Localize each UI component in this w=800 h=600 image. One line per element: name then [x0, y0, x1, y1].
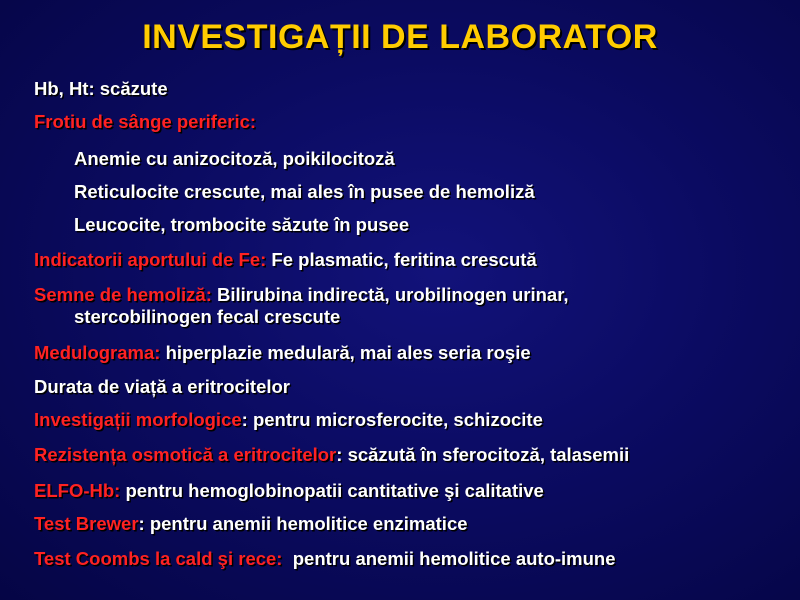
rezistenta-text: : scăzută în sferocitoză, talasemii — [336, 444, 630, 465]
line-elfo — [34, 480, 774, 502]
medulograma-label: Medulograma: — [34, 342, 161, 363]
line-fe — [34, 249, 774, 271]
line-coombs — [34, 548, 774, 570]
line-hemoliza — [34, 284, 774, 328]
hemoliza-text: Bilirubina indirectă, urobilinogen urinar, — [211, 284, 569, 305]
hemoliza-text-cont: stercobilinogen fecal crescute — [74, 306, 341, 327]
durata-text: Durata de viață a eritrocitelor — [34, 376, 291, 397]
fe-label: Indicatorii aportului de Fe: — [34, 249, 267, 270]
line-durata — [34, 376, 774, 398]
hb-text: Hb, Ht: scăzute — [34, 78, 168, 99]
coombs-text: pentru anemii hemolitice auto-imune — [282, 548, 616, 569]
morfologice-label: Investigații morfologice — [34, 409, 242, 430]
slide-title: INVESTIGAȚII DE LABORATOR — [142, 18, 658, 56]
leucocite-text: Leucocite, trombocite săzute în pusee — [74, 214, 410, 235]
reticulocite-text: Reticulocite crescute, mai ales în pusee de hemoliză — [74, 181, 535, 202]
hemoliza-label: Semne de hemoliză: — [34, 284, 212, 305]
medulograma-text: hiperplazie medulară, mai ales seria roşie — [160, 342, 531, 363]
line-frotiu — [34, 111, 774, 133]
fe-text: Fe plasmatic, feritina crescută — [266, 249, 537, 270]
line-rezistenta — [34, 444, 774, 466]
anemie-text: Anemie cu anizocitoză, poikilocitoză — [74, 148, 395, 169]
line-reticulocite — [74, 181, 800, 203]
line-hb — [34, 78, 774, 100]
line-leucocite — [74, 214, 800, 236]
line-brewer — [34, 513, 774, 535]
coombs-label: Test Coombs la cald şi rece: — [34, 548, 283, 569]
frotiu-label: Frotiu de sânge periferic: — [34, 111, 257, 132]
line-morfologice — [34, 409, 774, 431]
elfo-label: ELFO-Hb: — [34, 480, 121, 501]
morfologice-text: : pentru microsferocite, schizocite — [241, 409, 543, 430]
rezistenta-label: Rezistența osmotică a eritrocitelor — [34, 444, 337, 465]
line-anemie — [74, 148, 800, 170]
brewer-label: Test Brewer — [34, 513, 139, 534]
line-medulograma — [34, 342, 774, 364]
elfo-text: pentru hemoglobinopatii cantitative şi calitative — [120, 480, 544, 501]
brewer-text: : pentru anemii hemolitice enzimatice — [138, 513, 468, 534]
